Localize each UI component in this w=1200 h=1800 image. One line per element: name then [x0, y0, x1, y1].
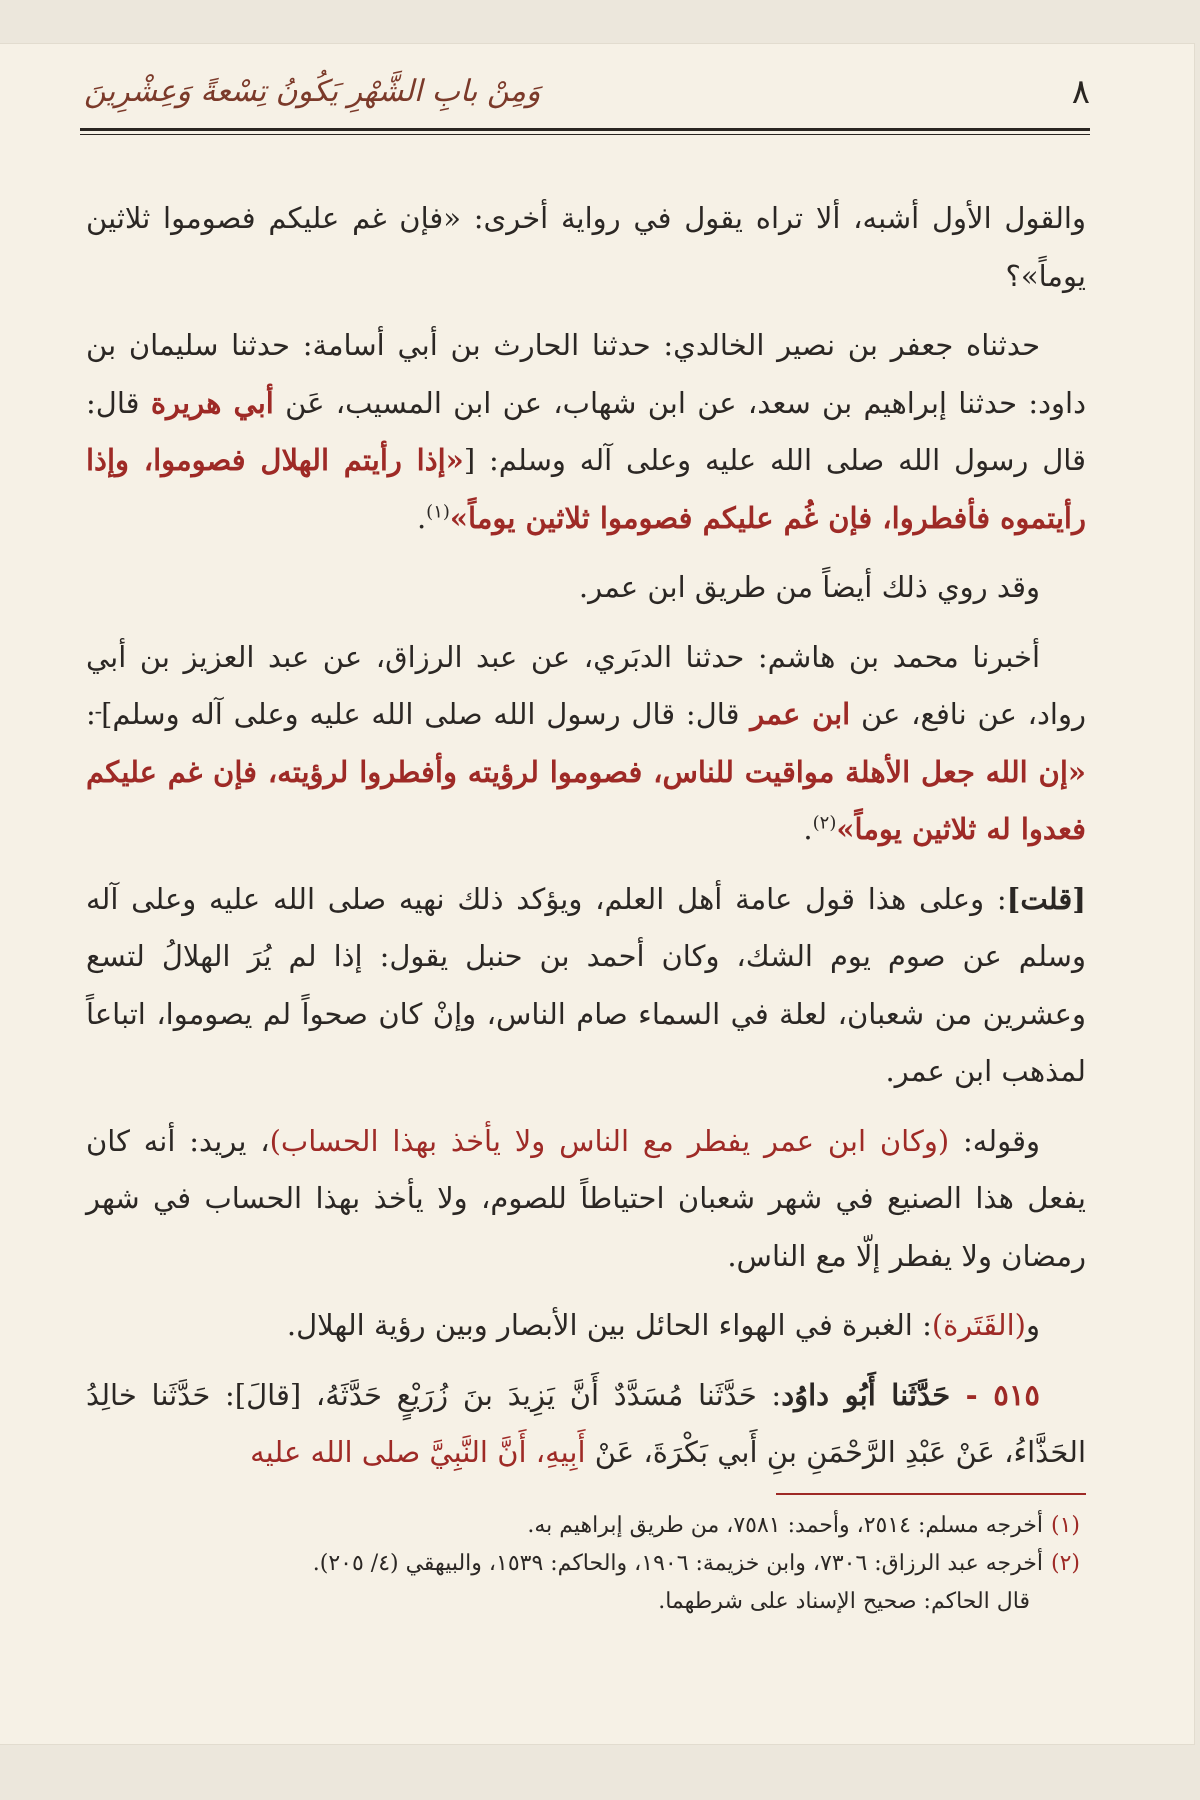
paragraph-5 — [86, 871, 1086, 1101]
footnote-marker[interactable]: (١) — [426, 500, 450, 522]
footnote-text: أخرجه عبد الرزاق: ٧٣٠٦، وابن خزيمة: ١٩٠٦، والحاكم: ١٥٣٩، والبيهقي (٤/ ٢٠٥). — [312, 1551, 1043, 1576]
footnote-number: (٢) — [1050, 1551, 1080, 1576]
text: و — [1025, 1308, 1040, 1342]
footnote-1 — [120, 1507, 1080, 1545]
paragraph-6 — [86, 1113, 1086, 1286]
text: وقد روي ذلك أيضاً من طريق ابن عمر. — [578, 570, 1040, 604]
text: وقوله: — [949, 1123, 1040, 1158]
footnote-marker[interactable]: (٢) — [812, 812, 837, 834]
paragraph-4 — [86, 629, 1086, 859]
paragraph-7 — [86, 1297, 1086, 1355]
footnote-2 — [120, 1545, 1080, 1583]
qultu-label: [قلت] — [1006, 881, 1086, 916]
narrator-name: أَبِيهِ، أَنَّ النَّبِيَّ صلى الله عليه — [250, 1435, 586, 1469]
quoted-text: (وكان ابن عمر يفطر مع الناس ولا يأخذ بهذا الحساب) — [269, 1123, 950, 1158]
footnote-2-continued — [120, 1583, 1080, 1621]
main-text — [86, 190, 1086, 1494]
text: ، يريد: أنه كان يفعل هذا الصنيع في شهر شعبان احتياطاً للصوم، ولا يأخذ بهذا الحساب في شهر رمضان ولا يفطر إلّا مع الناس. — [86, 1123, 1086, 1273]
footnote-text: قال الحاكم: صحيح الإسناد على شرطهما. — [658, 1589, 1030, 1614]
paragraph-2 — [86, 317, 1086, 547]
hadith-number: ٥١٥ - — [950, 1377, 1041, 1412]
text: : — [86, 697, 96, 731]
bracket-mark: ـ — [95, 697, 102, 719]
page-header — [80, 72, 1090, 128]
text: : الغبرة في الهواء الحائل بين الأبصار وبين رؤية الهلال. — [286, 1308, 932, 1342]
text: : حَدَّثَنا خالِدُ الحَذَّاءُ، عَنْ عَبْدِ الرَّحْمَنِ بنِ أَبي بَكْرَةَ، عَنْ — [86, 1377, 1086, 1469]
text: : وعلى هذا قول عامة أهل العلم، ويؤكد ذلك نهيه صلى الله عليه وعلى آله وسلم عن صوم يوم الشك، وكان أحمد بن حنبل يقول: إذا لم يُرَ الهلالُ لتسع وعشرين من شعبان، لعلة في السماء صام الناس، وإنْ كان صحواً لم يصوموا، اتباعاً لمذهب ابن عمر. — [86, 881, 1086, 1088]
isnad-start: حَدَّثَنا أَبُو داوُد — [781, 1377, 951, 1412]
hadith-text: «إن الله جعل الأهلة مواقيت للناس، فصوموا لرؤيته وأفطروا لرؤيته، فإن غم عليكم فعدوا له ثلاثين يوماً» — [86, 754, 1086, 846]
text: قال: قال رسول الله صلى الله عليه وعلى آله وسلم: [ — [86, 385, 1086, 477]
page-number: ٨ — [1071, 72, 1090, 112]
text: أخبرنا محمد بن هاشم: حدثنا الدبَري، عن عبد الرزاق، عن عبد العزيز بن أبي رواد، عن نافع، عن — [86, 639, 1086, 731]
narrator-name: ابن عمر — [750, 697, 851, 731]
footnotes — [120, 1507, 1080, 1621]
quoted-term: (القَتَرة) — [931, 1308, 1026, 1342]
header-rule-thin — [80, 134, 1090, 135]
text: : حَدَّثَنا مُسَدَّدٌ أَنَّ يَزِيدَ بنَ زُرَيْعٍ حَدَّثَهُ، [قالَ] — [234, 1377, 782, 1412]
text: حدثناه جعفر بن نصير الخالدي: حدثنا الحارث بن أبي أسامة: حدثنا سليمان بن داود: حدثنا إبراهيم بن سعد، عن ابن شهاب، عن ابن المسيب، عَن — [86, 328, 1086, 420]
paragraph-8 — [86, 1367, 1086, 1482]
hadith-text: «إذا رأيتم الهلال فصوموا، وإذا رأيتموه فأفطروا، فإن غُم عليكم فصوموا ثلاثين يوماً» — [86, 443, 1086, 535]
text: . — [803, 812, 813, 846]
text: قال: قال رسول الله صلى الله عليه وعلى آله وسلم] — [101, 697, 751, 731]
narrator-name: أبي هريرة — [150, 385, 274, 420]
footnote-separator — [776, 1493, 1086, 1495]
text: والقول الأول أشبه، ألا تراه يقول في رواية أخرى: «فإن غم عليكم فصوموا ثلاثين يوماً»؟ — [86, 201, 1086, 293]
paragraph-3 — [86, 559, 1086, 617]
header-rule — [80, 128, 1090, 131]
text: . — [416, 500, 427, 535]
running-title: وَمِنْ بابِ الشَّهْرِ يَكُونُ تِسْعةً وَعِشْرِينَ — [84, 74, 541, 109]
footnote-text: أخرجه مسلم: ٢٥١٤، وأحمد: ٧٥٨١، من طريق إبراهيم به. — [527, 1513, 1043, 1538]
paragraph-1 — [86, 190, 1086, 305]
footnote-number: (١) — [1050, 1513, 1080, 1538]
